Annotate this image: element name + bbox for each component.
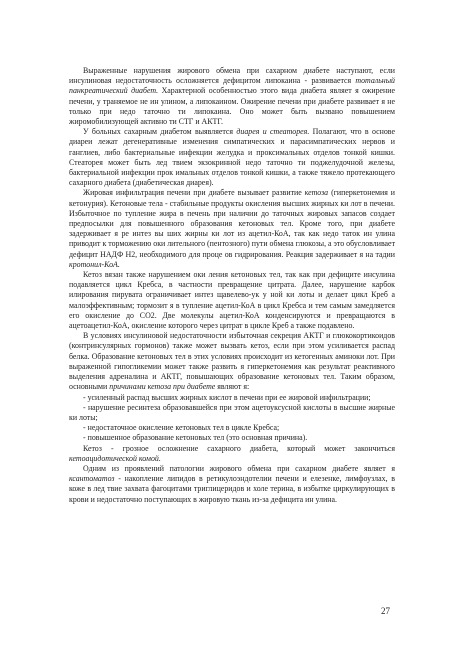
paragraph (69, 423, 395, 433)
text-run: - повышенное образование кетоновых тел (это основная причина). (83, 433, 308, 443)
page-number: 27 (381, 606, 390, 616)
paragraph (69, 393, 395, 403)
text-run: В условиях инсулиновой недостаточности избыточная секреция АКТГ и глюкокортикоидов (контринсулярных гормонов) также может вызвать кетоз, если при этом усиливается распад белка. Образование кетоновых тел в этих условиях происходит из кетогенных аминоки лот. При выраженной гипогликемии может также развить я гиперкетонемия как результат реактивного выделения адреналина и АКТГ, повышающих образование кетоновых тел. Таким образом, основными (69, 331, 395, 392)
text-run: Выраженные нарушения жирового обмена при сахарном диабете наступают, если инсулиновая недостаточность осложняется дефицитом липокаина - развивается (69, 66, 395, 86)
italic-run: тотальный панкреатический диабет. (69, 76, 395, 96)
text-run: Характерной особенностью этого вида диабета являет я ожирение печени, у траняемое не ин улином, а липокаином. Ожирение печени при диабете развивает я не только при недо таточно ти липокаина. Оно может быть вызвано повышением жиромобилизующей активно ти СТГ и АКТГ. (69, 86, 395, 127)
paragraph (69, 433, 395, 443)
text-run: (гиперкетонемия и кетонурия). Кетоновые тела - стабильные продукты окисления высших жирных ки лот в печени. Избыточное по тупление жира в печень при наличии до таточных жировых запасов создает предпосылки для повышенного образования кетоновых тел. Кроме того, при диабете задерживает я ре интез вы ших жирны ки лот из ацетил-КоА, так как недо таток ин улина приводит к торможению оки лительного (пентозного) пути обмена глюкозы, а это обусловливает дефицит НАДФ Н2, необходимого для проце ов гидрирования. Реакция задерживает я на тадии (69, 188, 396, 259)
paragraph (69, 331, 395, 392)
document-body (69, 66, 395, 505)
paragraph (69, 464, 395, 505)
paragraph (69, 270, 395, 331)
italic-run: ксантоматоз (69, 474, 115, 484)
text-run: - недостаточное окисление кетоновых тел в цикле Кребса; (83, 423, 280, 433)
paragraph (69, 188, 395, 270)
paragraph (69, 403, 395, 423)
italic-run: кетоза (304, 188, 329, 198)
italic-run: диарея и стеаторея. (236, 127, 310, 137)
paragraph (69, 66, 395, 127)
text-run: - усиленный распад высших жирных кислот в печени при ее жировой инфильтрации; (83, 392, 371, 402)
text-run: Полагают, что в основе диареи лежат дегенеративные изменения симпатических и парасимпатических нервов и ганглиев, либо бактериальные инфекции желудка и проксимальных отделов тонкой кишки. Стеаторея может быть лед твием экзокринной недо таточно ти поджелудочной железы, бактериальной инфекции прок имальных отделов тонкой кишки, а также тяжело протекающего сахарного диабета (диабетическая диарея). (69, 127, 395, 188)
text-run: - накопление липидов в ретикулоэндотелии печени и елезенке, лимфоузлах, в коже в лед твие захвата фагоцитами триглицеридов и холе терина, в избытке циркулирующих в крови и недостаточно поступающих в жировую ткань из-за дефицита ин улина. (69, 474, 395, 504)
text-run: Кетоз вязан также нарушением оки ления кетоновых тел, так как при дефиците инсулина подавляется цикл Кребса, в частности превращение цитрата. Далее, нарушение карбок илирования пирувата ограничивает интез щавелево-ук у ной ки лоты и делает цикл Креб а малоэффективным; тормозит я в тупление ацетил-КоА в цикл Кребса и тем самым замедляется его окисление до СО2. Две молекулы ацетил-КоА конденсируются и превращаются в ацетоацетил-КоА, окисление которого через цитрат в цикле Креб а также подавлено. (69, 270, 395, 331)
italic-run: кротонил-КоА. (69, 259, 120, 269)
italic-run: причинами кетоза при диабете (109, 382, 216, 392)
text-run: являют я: (215, 382, 250, 392)
paragraph (69, 127, 395, 188)
text-run: Одним из проявлений патологии жирового обмена при сахарном диабете являет я (83, 463, 395, 473)
paragraph (69, 444, 395, 464)
italic-run: кетоацидотической комой. (69, 453, 161, 463)
text-run: - нарушение ресинтеза образовавшейся при этом ацетоуксусной кислоты в высшие жирные ки лоты; (69, 402, 395, 422)
text-run: У больных сахарным диабетом выявляется (83, 127, 237, 137)
text-run: Кетоз - грозное осложнение сахарного диабета, который может закончиться (83, 443, 395, 453)
text-run: Жировая инфильтрация печени при диабете вызывает развитие (83, 188, 305, 198)
